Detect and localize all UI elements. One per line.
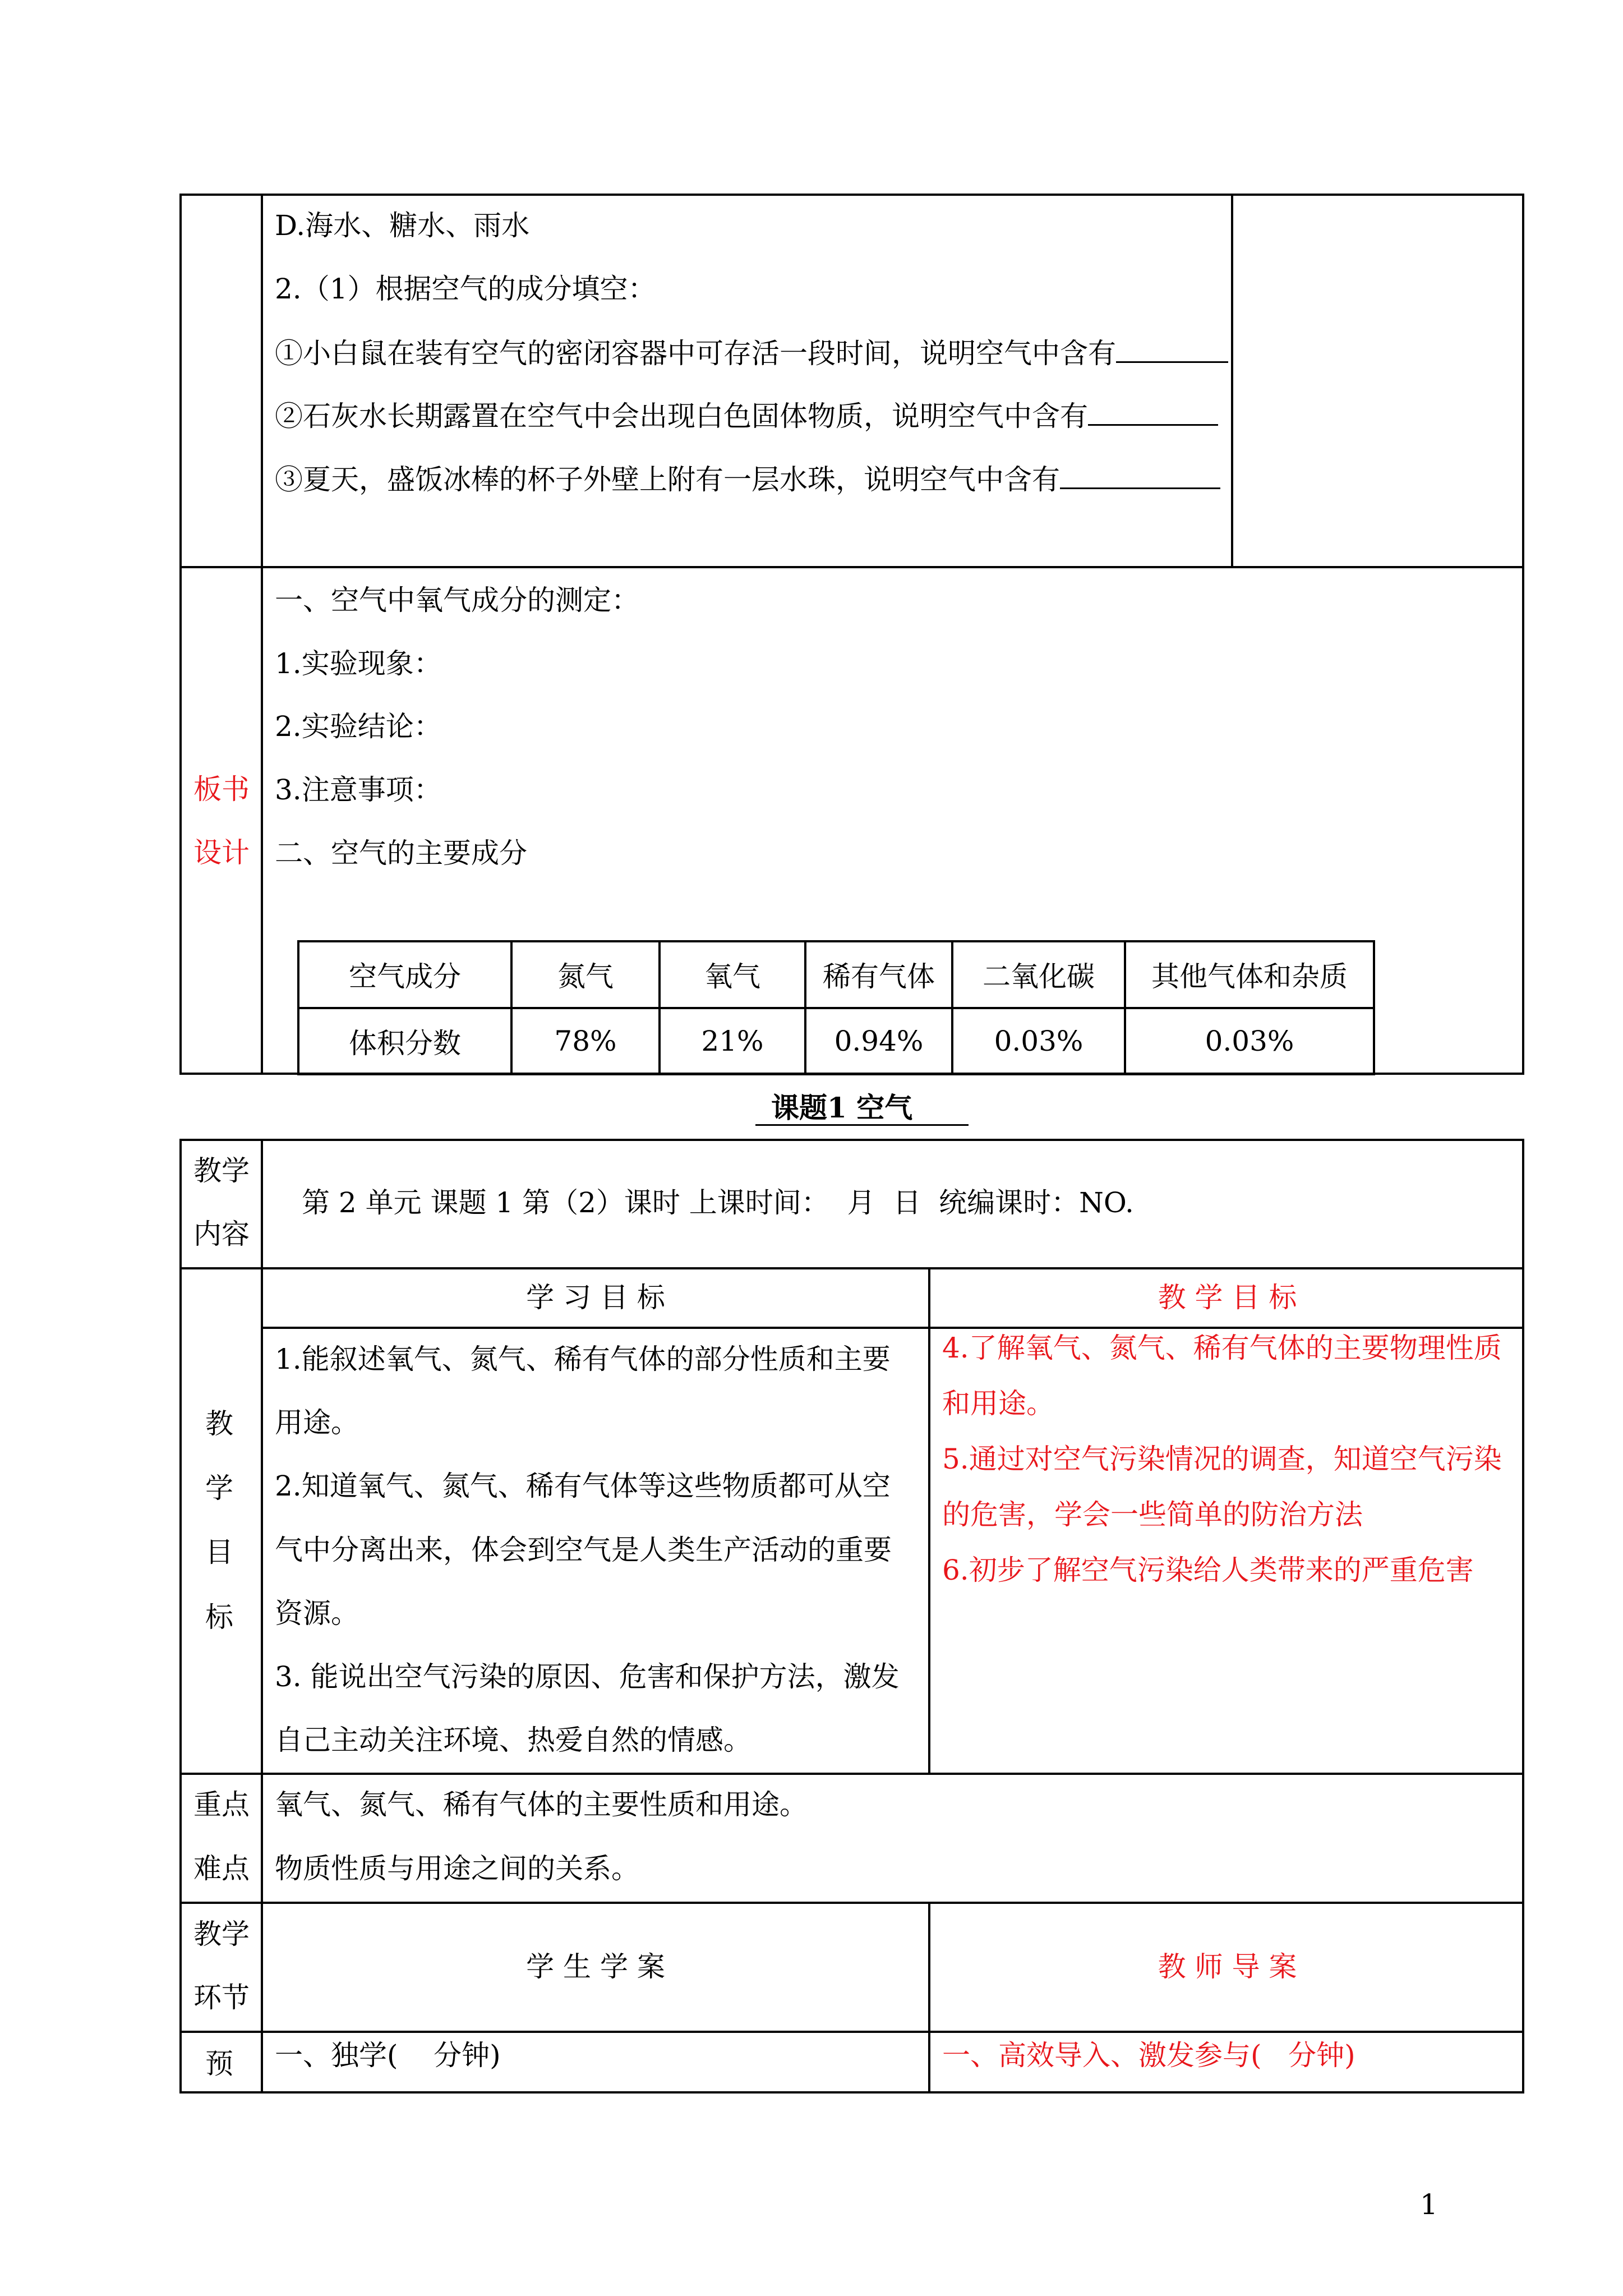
air-table-value-cell: 0.94%	[805, 1008, 952, 1075]
student-goal-line-3: 2.知道氧气、氮气、稀有气体等这些物质都可从空	[275, 1470, 891, 1502]
student-goal-line-2: 用途。	[275, 1406, 359, 1439]
key-points-label-2: 难点	[193, 1852, 250, 1885]
goals-label-1: 教	[205, 1407, 233, 1440]
stage-label-1: 教学	[193, 1918, 250, 1950]
board-line-5: 二、空气的主要成分	[275, 837, 527, 869]
air-table-value-cell: 0.03%	[1125, 1008, 1374, 1075]
option-d: D.海水、糖水、雨水	[275, 209, 530, 242]
student-plan-header: 学 生 学 案	[526, 1950, 665, 1983]
top-table-col-divider-right	[1231, 194, 1233, 567]
teacher-goal-line-3: 5.通过对空气污染情况的调查，知道空气污染	[942, 1443, 1502, 1475]
content-label-2: 内容	[193, 1218, 250, 1250]
student-goal-line-6: 3. 能说出空气污染的原因、危害和保护方法，激发	[275, 1660, 900, 1693]
board-design-label-2: 设计	[193, 836, 250, 869]
answer-blank-2[interactable]	[1088, 398, 1218, 426]
key-point-1: 氧气、氮气、稀有气体的主要性质和用途。	[275, 1788, 808, 1821]
student-goal-line-5: 资源。	[275, 1597, 359, 1630]
question-2-item-2-text: ②石灰水长期露置在空气中会出现白色固体物质，说明空气中含有	[275, 400, 1088, 432]
question-2-item-1	[275, 335, 1228, 370]
question-2-item-1-text: ①小白鼠在装有空气的密闭容器中可存活一段时间，说明空气中含有	[275, 337, 1116, 370]
air-table-header-cell: 其他气体和杂质	[1125, 941, 1374, 1008]
air-table-value-cell: 体积分数	[298, 1008, 511, 1075]
air-table-value-row	[298, 1008, 1374, 1075]
air-table-header-cell: 二氧化碳	[952, 941, 1125, 1008]
key-point-2: 物质性质与用途之间的关系。	[275, 1852, 639, 1885]
top-table-row-divider	[179, 566, 1524, 568]
goals-label-2: 学	[205, 1472, 233, 1504]
air-table-header-cell: 氧气	[660, 941, 805, 1008]
stage-label-2: 环节	[193, 1981, 250, 2014]
pre-study-label: 预	[205, 2047, 233, 2080]
air-table-value-cell: 0.03%	[952, 1008, 1125, 1075]
lesson-table-row-divider	[179, 1773, 1524, 1775]
question-2-item-3	[275, 462, 1220, 496]
teacher-goal-line-5: 6.初步了解空气污染给人类带来的严重危害	[942, 1554, 1474, 1586]
student-goal-line-1: 1.能叙述氧气、氮气、稀有气体的部分性质和主要	[275, 1343, 891, 1375]
goals-label-3: 目	[205, 1536, 233, 1568]
goals-header-divider	[261, 1327, 1524, 1329]
content-label-1: 教学	[193, 1154, 250, 1187]
question-2-item-2	[275, 398, 1218, 433]
board-line-3: 2.实验结论：	[275, 710, 442, 743]
goals-col-divider	[928, 1267, 930, 1775]
key-points-label-1: 重点	[193, 1788, 250, 1821]
board-line-2: 1.实验现象：	[275, 647, 442, 680]
air-table-header-cell: 空气成分	[298, 941, 511, 1008]
goals-label-4: 标	[205, 1601, 233, 1634]
question-2-intro: 2.（1）根据空气的成分填空：	[275, 273, 656, 305]
teacher-goal-line-1: 4.了解氧气、氮气、稀有气体的主要物理性质	[942, 1332, 1502, 1364]
section-title: 课题1 空气	[755, 1092, 969, 1126]
teacher-plan-header: 教 师 导 案	[1158, 1950, 1297, 1983]
teacher-first-step: 一、高效导入、激发参与( 分钟)	[942, 2039, 1355, 2072]
air-table-value-cell: 21%	[660, 1008, 805, 1075]
board-line-4: 3.注意事项：	[275, 774, 442, 806]
air-table-header-cell: 稀有气体	[805, 941, 952, 1008]
student-goal-line-4: 气中分离出来，体会到空气是人类生产活动的重要	[275, 1534, 892, 1566]
board-design-label-1: 板书	[193, 773, 250, 806]
teacher-goal-line-2: 和用途。	[942, 1387, 1054, 1420]
teacher-goals-header: 教 学 目 标	[1158, 1281, 1297, 1314]
board-line-1: 一、空气中氧气成分的测定：	[275, 584, 639, 616]
lesson-table-row-divider	[179, 2031, 1524, 2033]
teacher-goal-line-4: 的危害，学会一些简单的防治方法	[942, 1498, 1363, 1531]
answer-blank-3[interactable]	[1060, 462, 1220, 489]
air-table-header-cell: 氮气	[511, 941, 660, 1008]
air-composition-table	[297, 940, 1375, 1075]
question-2-item-3-text: ③夏天，盛饭冰棒的杯子外壁上附有一层水珠，说明空气中含有	[275, 463, 1060, 496]
content-text: 第 2 单元 课题 1 第（2）课时 上课时间： 月 日 统编课时：NO.	[302, 1186, 1134, 1219]
answer-blank-1[interactable]	[1116, 335, 1228, 363]
student-goal-line-7: 自己主动关注环境、热爱自然的情感。	[275, 1724, 751, 1756]
page-number: 1	[1420, 2188, 1438, 2221]
air-table-value-cell: 78%	[511, 1008, 660, 1075]
top-table-col-divider	[261, 194, 263, 1075]
student-goals-header: 学 习 目 标	[526, 1281, 665, 1314]
lesson-table-row-divider	[179, 1267, 1524, 1269]
student-first-step: 一、独学( 分钟)	[275, 2039, 501, 2072]
air-table-header-row	[298, 941, 1374, 1008]
plan-col-divider	[928, 1902, 930, 2093]
lesson-table-row-divider	[179, 1902, 1524, 1904]
